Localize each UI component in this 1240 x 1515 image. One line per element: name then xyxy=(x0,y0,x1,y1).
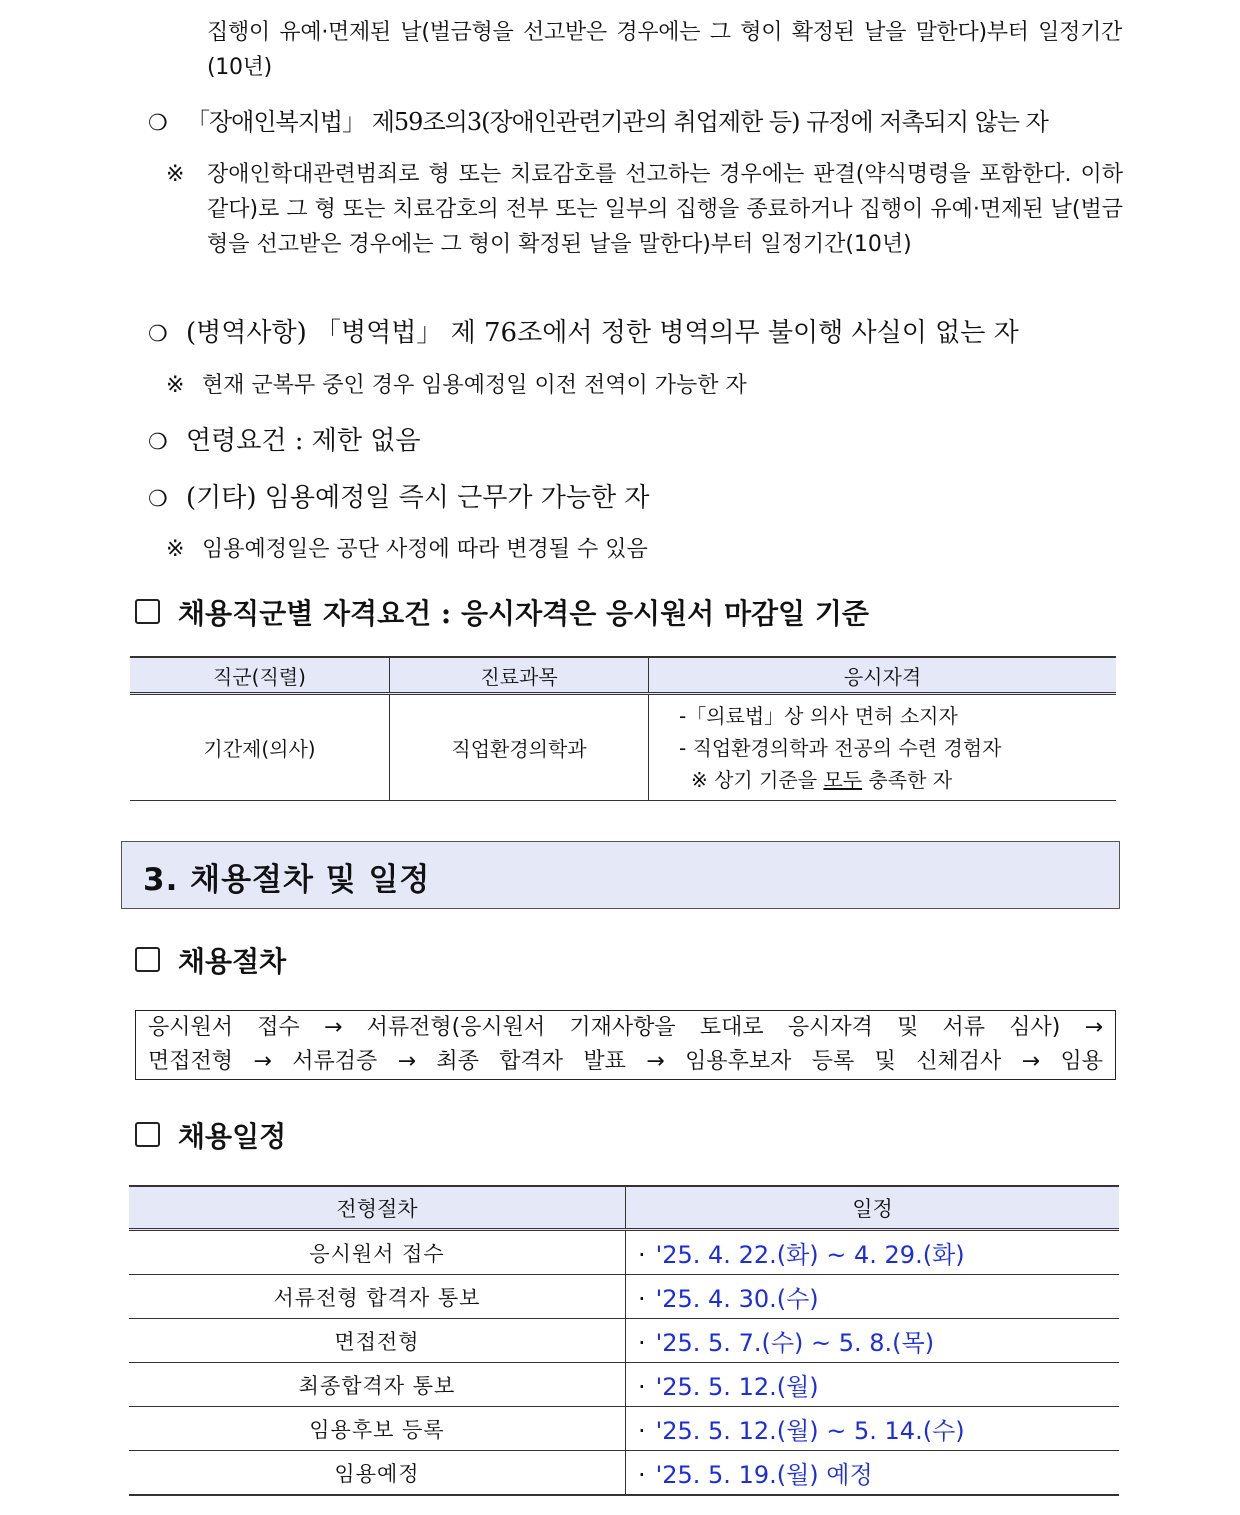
circle-bullet-icon: ❍ xyxy=(148,322,168,347)
bullet-text: (병역사항) 「병역법」 제 76조에서 정한 병역의무 불이행 사실이 없는 자 xyxy=(186,318,1019,348)
bullet-age xyxy=(148,421,1123,463)
table-row xyxy=(129,1363,1119,1407)
procedure-heading xyxy=(135,942,286,982)
cell-subject: 직업환경의학과 xyxy=(390,694,649,801)
heading-text: 채용직군별 자격요건 : 응시자격은 응시원서 마감일 기준 xyxy=(178,597,869,630)
heading-text: 채용일정 xyxy=(178,1120,287,1153)
date-text: '25. 4. 22.(화) ~ 4. 29.(화) xyxy=(655,1241,965,1269)
table-row xyxy=(129,1230,1119,1275)
cell-step: 임용후보 등록 xyxy=(129,1407,626,1451)
column-header: 직군(직렬) xyxy=(130,657,390,694)
procedure-box xyxy=(135,1010,1116,1080)
cell-date xyxy=(626,1407,1120,1451)
note-text: 장애인학대관련범죄로 형 또는 치료감호를 선고하는 경우에는 판결(약식명령을 포함한다. 이하 같다)로 그 형 또는 치료감호의 전부 또는 일부의 집행을 종료하거나 집행이 유예·면제된 날(벌금형을 선고받은 경우에는 그 형이 확정된 날을 말한다)부터 일정기간(10년) xyxy=(207,162,1123,257)
date-text: '25. 5. 12.(월) xyxy=(655,1373,819,1401)
bullet-military xyxy=(148,313,1123,355)
circle-bullet-icon: ❍ xyxy=(148,430,168,455)
cell-step: 면접전형 xyxy=(129,1319,626,1363)
cell-step: 서류전형 합격자 통보 xyxy=(129,1275,626,1319)
column-header: 일정 xyxy=(626,1186,1120,1230)
cell-date xyxy=(626,1230,1120,1275)
dot-bullet-icon: · xyxy=(638,1285,646,1313)
dot-bullet-icon: · xyxy=(638,1461,646,1489)
reference-mark-icon: ※ xyxy=(166,537,185,562)
note-military xyxy=(166,368,747,403)
cell-step: 임용예정 xyxy=(129,1451,626,1496)
column-header: 전형절차 xyxy=(129,1186,626,1230)
procedure-line: 면접전형 → 서류검증 → 최종 합격자 발표 → 임용후보자 등록 및 신체검사 → 임용 xyxy=(148,1049,1103,1074)
date-text: '25. 4. 30.(수) xyxy=(655,1285,819,1313)
schedule-table xyxy=(129,1185,1119,1496)
table-row xyxy=(129,1451,1119,1496)
table-row xyxy=(130,694,1116,801)
cell-step: 응시원서 접수 xyxy=(129,1230,626,1275)
table-row xyxy=(129,1275,1119,1319)
checkbox-square-icon xyxy=(135,599,160,624)
qualification-table xyxy=(130,656,1116,801)
bullet-other xyxy=(148,478,1123,520)
requirement-note-prefix: ※ 상기 기준을 xyxy=(691,767,824,792)
table-header-row xyxy=(130,657,1116,694)
section-title-bar xyxy=(121,841,1120,909)
circle-bullet-icon: ❍ xyxy=(148,111,167,136)
cell-group: 기간제(의사) xyxy=(130,694,390,801)
circle-bullet-icon: ❍ xyxy=(148,487,168,512)
dot-bullet-icon: · xyxy=(638,1241,646,1269)
note-other xyxy=(166,532,648,567)
column-header: 응시자격 xyxy=(649,657,1117,694)
cell-date xyxy=(626,1363,1120,1407)
note-text: 임용예정일은 공단 사정에 따라 변경될 수 있음 xyxy=(202,537,648,562)
checkbox-square-icon xyxy=(135,1122,160,1147)
cell-date xyxy=(626,1451,1120,1496)
reference-mark-icon: ※ xyxy=(166,162,185,187)
note-text: 현재 군복무 중인 경우 임용예정일 이전 전역이 가능한 자 xyxy=(202,373,747,398)
cell-requirements xyxy=(649,694,1117,801)
dot-bullet-icon: · xyxy=(638,1329,646,1357)
date-text: '25. 5. 7.(수) ~ 5. 8.(목) xyxy=(655,1329,935,1357)
bullet-text: (기타) 임용예정일 즉시 근무가 가능한 자 xyxy=(186,483,650,513)
date-text: '25. 5. 19.(월) 예정 xyxy=(655,1461,873,1489)
section-title: 3. 채용절차 및 일정 xyxy=(143,862,431,898)
schedule-heading xyxy=(135,1117,286,1157)
bullet-text: 「장애인복지법」 제59조의3(장애인관련기관의 취업제한 등) 규정에 저촉되지 않는 자 xyxy=(186,108,1048,136)
note-abuse-crime xyxy=(166,157,1123,262)
bullet-text: 연령요건 : 제한 없음 xyxy=(186,426,421,456)
procedure-line: 응시원서 접수 → 서류전형(응시원서 기재사항을 토대로 응시자격 및 서류 심사) → xyxy=(148,1015,1103,1040)
checkbox-square-icon xyxy=(135,947,160,972)
bullet-disability-act xyxy=(148,102,1123,144)
qualification-heading xyxy=(135,594,869,634)
table-row xyxy=(129,1407,1119,1451)
cell-date xyxy=(626,1319,1120,1363)
requirement-note xyxy=(679,764,1115,796)
requirement-line: - 직업환경의학과 전공의 수련 경험자 xyxy=(679,735,1002,760)
reference-mark-icon: ※ xyxy=(166,373,185,398)
table-header-row xyxy=(129,1186,1119,1230)
continuation-text: 집행이 유예·면제된 날(벌금형을 선고받은 경우에는 그 형이 확정된 날을 말한다)부터 일정기간(10년) xyxy=(207,20,1122,80)
cell-date xyxy=(626,1275,1120,1319)
dot-bullet-icon: · xyxy=(638,1373,646,1401)
dot-bullet-icon: · xyxy=(638,1417,646,1445)
date-text: '25. 5. 12.(월) ~ 5. 14.(수) xyxy=(655,1417,965,1445)
requirement-note-emphasis: 모두 xyxy=(823,767,863,792)
heading-text: 채용절차 xyxy=(178,945,287,978)
requirement-line: -「의료법」상 의사 면허 소지자 xyxy=(679,703,958,728)
requirement-note-suffix: 충족한 자 xyxy=(862,767,953,792)
table-row xyxy=(129,1319,1119,1363)
cell-step: 최종합격자 통보 xyxy=(129,1363,626,1407)
column-header: 진료과목 xyxy=(390,657,649,694)
